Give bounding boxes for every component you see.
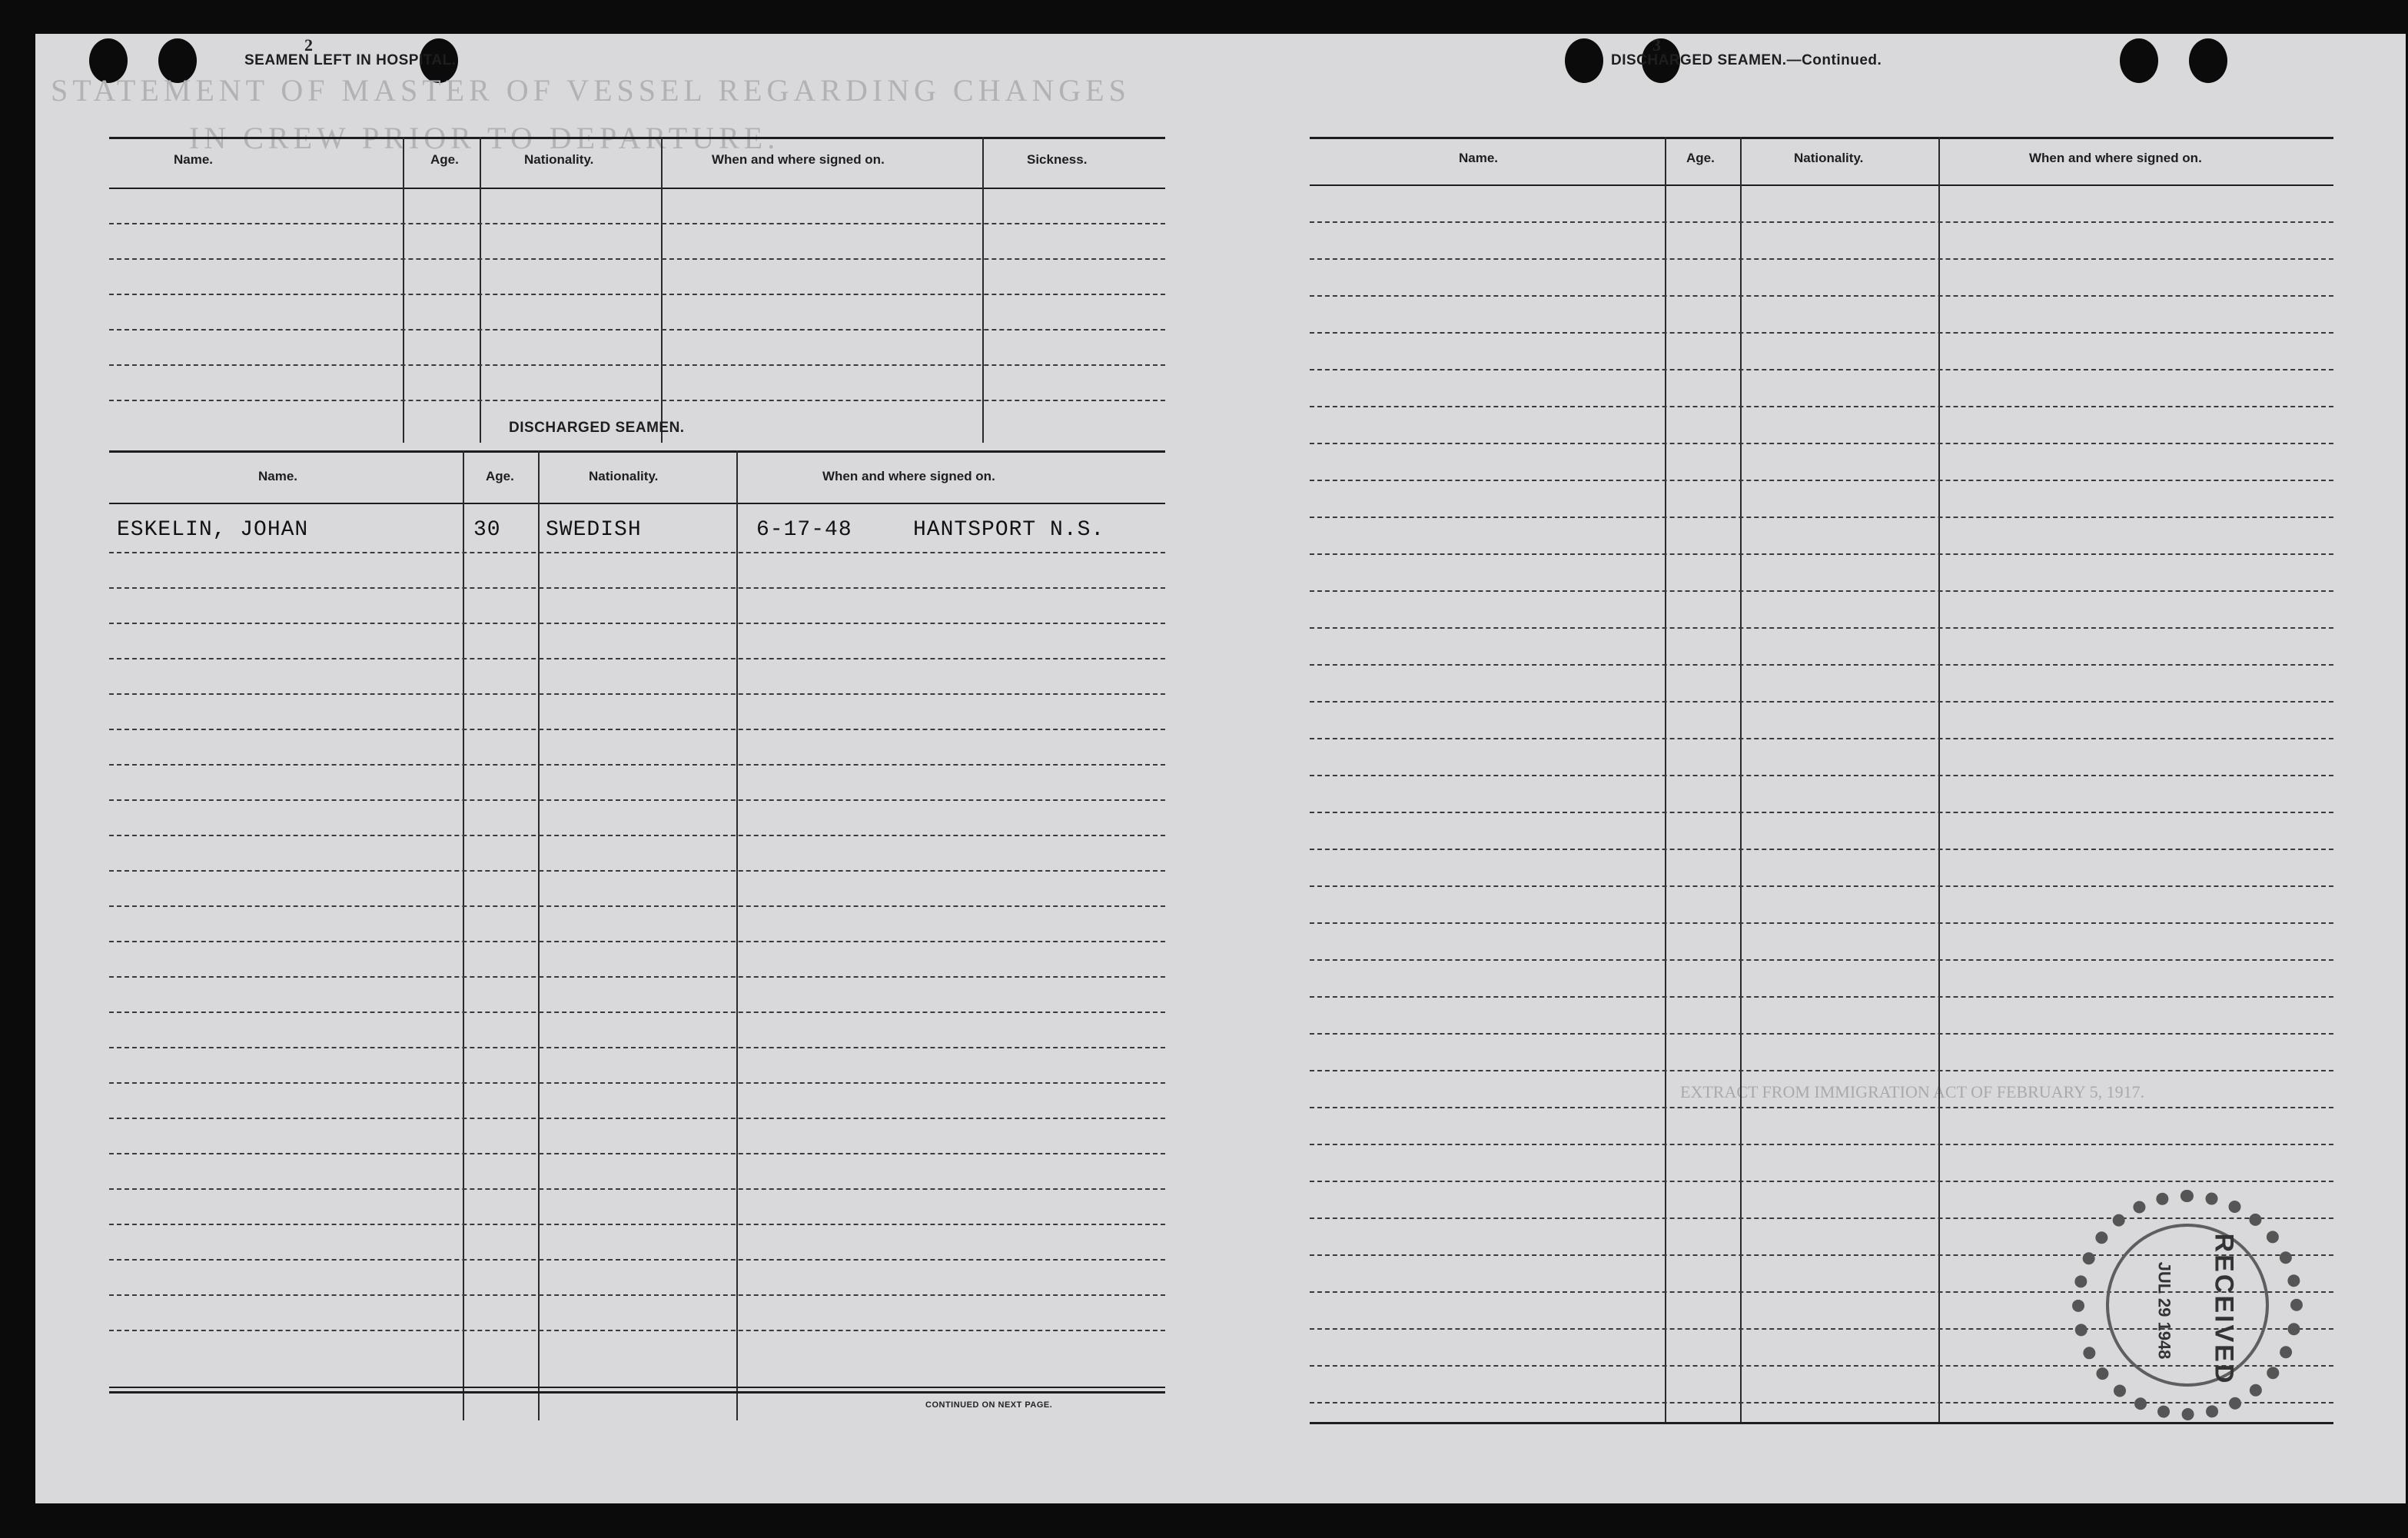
column-divider (403, 137, 404, 443)
table-row-line (1310, 922, 2333, 924)
punch-hole (2189, 38, 2227, 83)
table-row-line (109, 693, 1165, 695)
table-row-line (1310, 701, 2333, 703)
table-row-line (109, 223, 1165, 224)
table-row-line (1310, 406, 2333, 407)
table-row-line (1310, 480, 2333, 481)
discharged-continued-title: DISCHARGED SEAMEN.—Continued. (1611, 52, 1882, 68)
table-row-line (109, 1330, 1165, 1331)
table-row-line (109, 329, 1165, 331)
column-header-signed-on: When and where signed on. (2029, 151, 2202, 165)
table-row-line (109, 364, 1165, 366)
table-row-line (109, 258, 1165, 260)
received-stamp (2072, 1190, 2303, 1420)
table-row-line (109, 870, 1165, 872)
table-row-line (1310, 258, 2333, 260)
page-number: 3 (1652, 35, 1661, 55)
table-row-line (109, 623, 1165, 624)
table-row-line (1310, 775, 2333, 776)
punch-hole (1565, 38, 1603, 83)
table-row-line (109, 552, 1165, 553)
column-divider (1665, 137, 1666, 1423)
table-row-line (1310, 1107, 2333, 1108)
stamp-date: JUL 29 1948 (2154, 1261, 2174, 1360)
table-row-line (109, 587, 1165, 589)
table-row-line (1310, 295, 2333, 297)
table-row-line (109, 294, 1165, 295)
column-header-name: Name. (174, 152, 214, 167)
header-bottom-rule (109, 188, 1165, 189)
column-divider (982, 137, 984, 443)
table-row-line (1310, 959, 2333, 961)
column-divider (1938, 137, 1940, 1423)
table-row-line (109, 905, 1165, 907)
table-row-line (1310, 221, 2333, 223)
table-row-line (109, 400, 1165, 401)
column-header-signed-on: When and where signed on. (712, 152, 885, 167)
column-header-age: Age. (486, 469, 514, 483)
seaman-name: ESKELIN, JOHAN (117, 518, 309, 542)
table-row-line (1310, 996, 2333, 998)
table-row-line (109, 729, 1165, 730)
table-row-line (109, 1047, 1165, 1048)
table-row-line (1310, 553, 2333, 555)
table-row-line (109, 1188, 1165, 1190)
punch-hole (2120, 38, 2158, 83)
table-row-line (1310, 885, 2333, 887)
table-row-line (109, 1118, 1165, 1119)
signed-on-place: HANTSPORT N.S. (913, 518, 1105, 542)
table-bottom-rule (1310, 1422, 2333, 1424)
header-bottom-rule (109, 503, 1165, 504)
table-row-line (109, 1082, 1165, 1084)
table-row-line (109, 976, 1165, 978)
header-bottom-rule (1310, 184, 2333, 186)
hospital-section-title: SEAMEN LEFT IN HOSPITAL. (244, 52, 457, 68)
column-header-nationality: Nationality. (1794, 151, 1864, 165)
table-row-line (1310, 1070, 2333, 1071)
column-divider (661, 137, 663, 443)
column-header-sickness: Sickness. (1027, 152, 1088, 167)
table-row-line (1310, 517, 2333, 518)
table-top-rule (109, 137, 1165, 139)
table-row-line (1310, 1181, 2333, 1182)
seaman-nationality: SWEDISH (546, 518, 642, 542)
table-bottom-rule (109, 1391, 1165, 1394)
table-bottom-rule (109, 1387, 1165, 1388)
table-row-line (109, 764, 1165, 766)
seaman-age: 30 (473, 518, 501, 542)
column-header-nationality: Nationality. (589, 469, 659, 483)
table-row-line (109, 1224, 1165, 1225)
table-row-line (1310, 627, 2333, 629)
table-row-line (1310, 1144, 2333, 1145)
table-row-line (1310, 664, 2333, 666)
column-header-name: Name. (258, 469, 298, 483)
page-number: 2 (304, 35, 313, 55)
table-row-line (109, 1153, 1165, 1154)
table-row-line (1310, 443, 2333, 444)
table-row-line (109, 941, 1165, 942)
table-row-line (109, 1011, 1165, 1013)
table-row-line (1310, 590, 2333, 592)
document-sheet (35, 34, 2406, 1503)
table-row-line (1310, 369, 2333, 370)
discharged-section-title: DISCHARGED SEAMEN. (509, 420, 685, 436)
column-header-age: Age. (1686, 151, 1715, 165)
column-header-name: Name. (1459, 151, 1499, 165)
table-row-line (109, 835, 1165, 836)
continued-note: CONTINUED ON NEXT PAGE. (925, 1400, 1053, 1410)
table-row-line (1310, 1033, 2333, 1035)
table-row-line (109, 658, 1165, 659)
bleed-through-subheading: IN CREW PRIOR TO DEPARTURE. (189, 121, 780, 155)
table-row-line (109, 799, 1165, 801)
bleed-through-extract: EXTRACT FROM IMMIGRATION ACT OF FEBRUARY 5, 1917. (1680, 1082, 2145, 1101)
column-divider (480, 137, 481, 443)
column-divider (463, 450, 464, 1420)
left-page (35, 34, 1204, 1503)
table-row-line (1310, 812, 2333, 813)
signed-on-date: 6-17-48 (756, 518, 852, 542)
column-divider (538, 450, 540, 1420)
column-divider (1740, 137, 1742, 1423)
column-header-nationality: Nationality. (524, 152, 594, 167)
column-header-signed-on: When and where signed on. (822, 469, 995, 483)
right-page (1234, 34, 2406, 1503)
table-top-rule (1310, 137, 2333, 139)
table-row-line (109, 1294, 1165, 1296)
table-row-line (1310, 738, 2333, 739)
table-top-rule (109, 450, 1165, 453)
column-header-age: Age. (430, 152, 459, 167)
bleed-through-heading: STATEMENT OF MASTER OF VESSEL REGARDING CHANGES (51, 73, 1131, 108)
table-row-line (109, 1259, 1165, 1261)
column-divider (736, 450, 738, 1420)
table-row-line (1310, 332, 2333, 334)
table-row-line (1310, 849, 2333, 850)
stamp-word: RECEIVED (2209, 1233, 2239, 1386)
